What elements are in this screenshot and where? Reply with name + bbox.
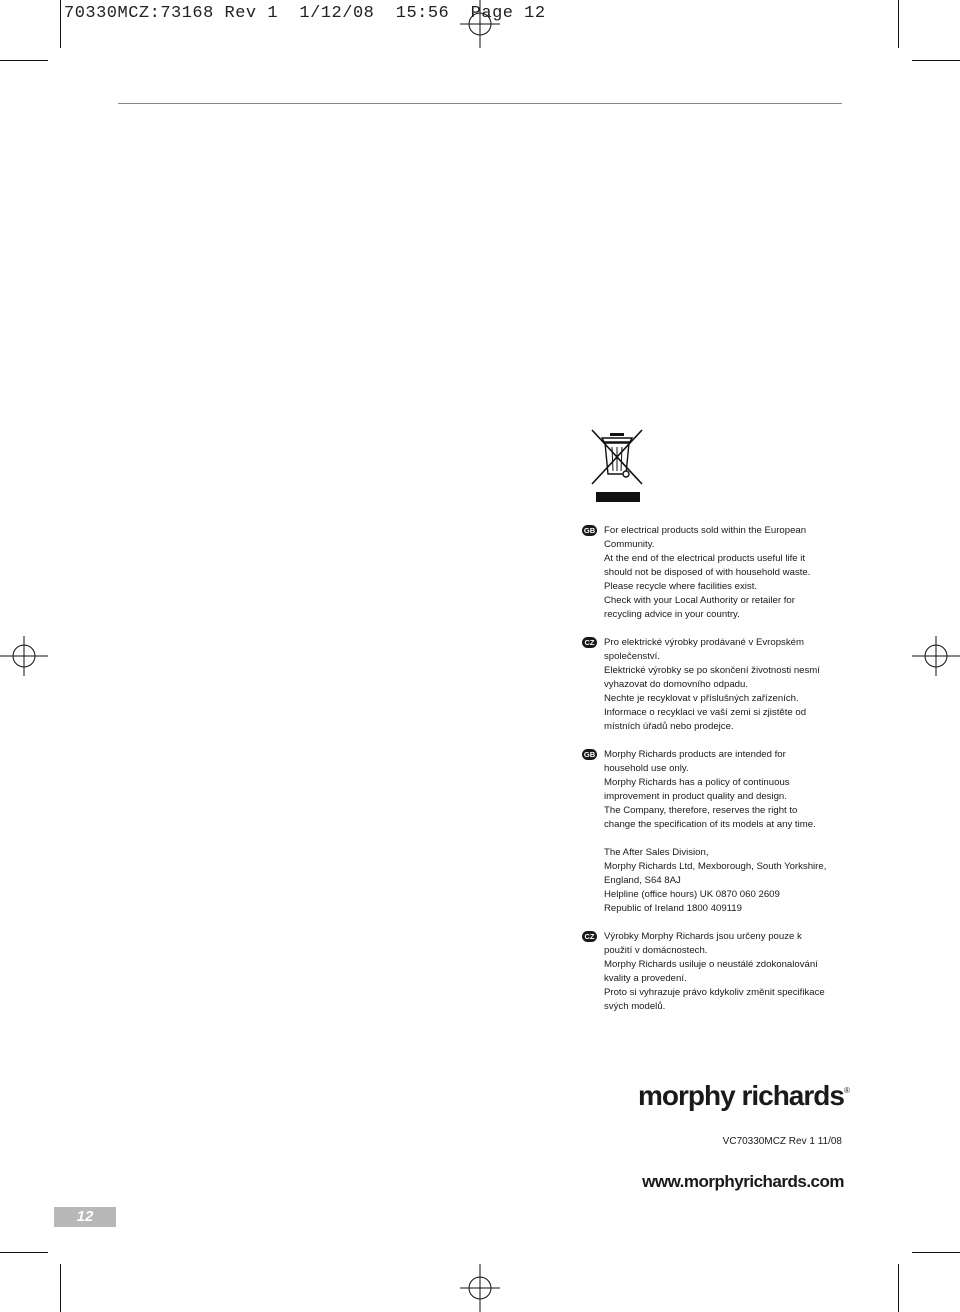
registration-mark-icon [460, 1264, 500, 1312]
household-use-gb [582, 748, 852, 834]
logo-wordmark: morphy richards [638, 1080, 844, 1111]
crop-mark [912, 60, 960, 61]
page-number: 12 [76, 1208, 94, 1225]
household-use-cz [582, 930, 852, 1016]
section-text: For electrical products sold within the European Community. At the end of the electrical products useful life it should not be disposed of with household waste. Please recycle where facilities exist. Check with your Local Authority or retailer for recycling advice in your country. [604, 525, 811, 620]
registration-mark-icon [0, 636, 48, 676]
language-badge: GB [583, 750, 596, 759]
registration-mark-icon [912, 636, 960, 676]
after-sales-address [582, 846, 852, 918]
website-url: www.morphyrichards.com [642, 1172, 844, 1191]
section-text: Výrobky Morphy Richards jsou určeny pouze k použití v domácnostech. Morphy Richards usiluje o neustálé zdokonalování kvality a provedení. Proto si vyhrazuje právo kdykoliv změnit specifikace svých modelů. [604, 931, 825, 1012]
language-badge: CZ [582, 931, 597, 942]
document-code: VC70330MCZ Rev 1 11/08 [722, 1136, 842, 1147]
crop-mark [898, 1264, 899, 1312]
crop-mark [898, 0, 899, 48]
crop-mark [60, 1264, 61, 1312]
weee-notice-cz [582, 636, 852, 736]
language-badge: CZ [582, 637, 597, 648]
section-text: Pro elektrické výrobky prodávané v Evropském společenství. Elektrické výrobky se po skončení životnosti nesmí vyhazovat do domovního odpadu. Nechte je recyklovat v příslušných zařízeních. Informace o recyklaci ve vaší zemi si zjistěte od místních úřadů nebo prodejce. [604, 637, 820, 732]
language-badge: GB [583, 526, 596, 535]
section-text: The After Sales Division, Morphy Richards Ltd, Mexborough, South Yorkshire, England, S64 8AJ Helpline (office hours) UK 0870 060 2609 Republic of Ireland 1800 409119 [604, 847, 827, 914]
crop-mark [60, 0, 61, 48]
crop-mark [912, 1252, 960, 1253]
section-text: Morphy Richards products are intended for household use only. Morphy Richards has a policy of continuous improvement in product quality and design. The Company, therefore, reserves the right to change the specification of its models at any time. [604, 749, 816, 830]
print-slug: 70330MCZ:73168 Rev 1 1/12/08 15:56 Page 12 [64, 4, 546, 23]
crop-mark [0, 60, 48, 61]
brand-logo [638, 1080, 849, 1112]
crop-mark [0, 1252, 48, 1253]
registration-mark-icon [460, 0, 500, 48]
weee-notice-gb [582, 524, 852, 624]
crossed-out-wheelie-bin-icon [588, 426, 646, 506]
header-rule [118, 103, 842, 104]
registered-mark: ® [843, 1086, 849, 1095]
